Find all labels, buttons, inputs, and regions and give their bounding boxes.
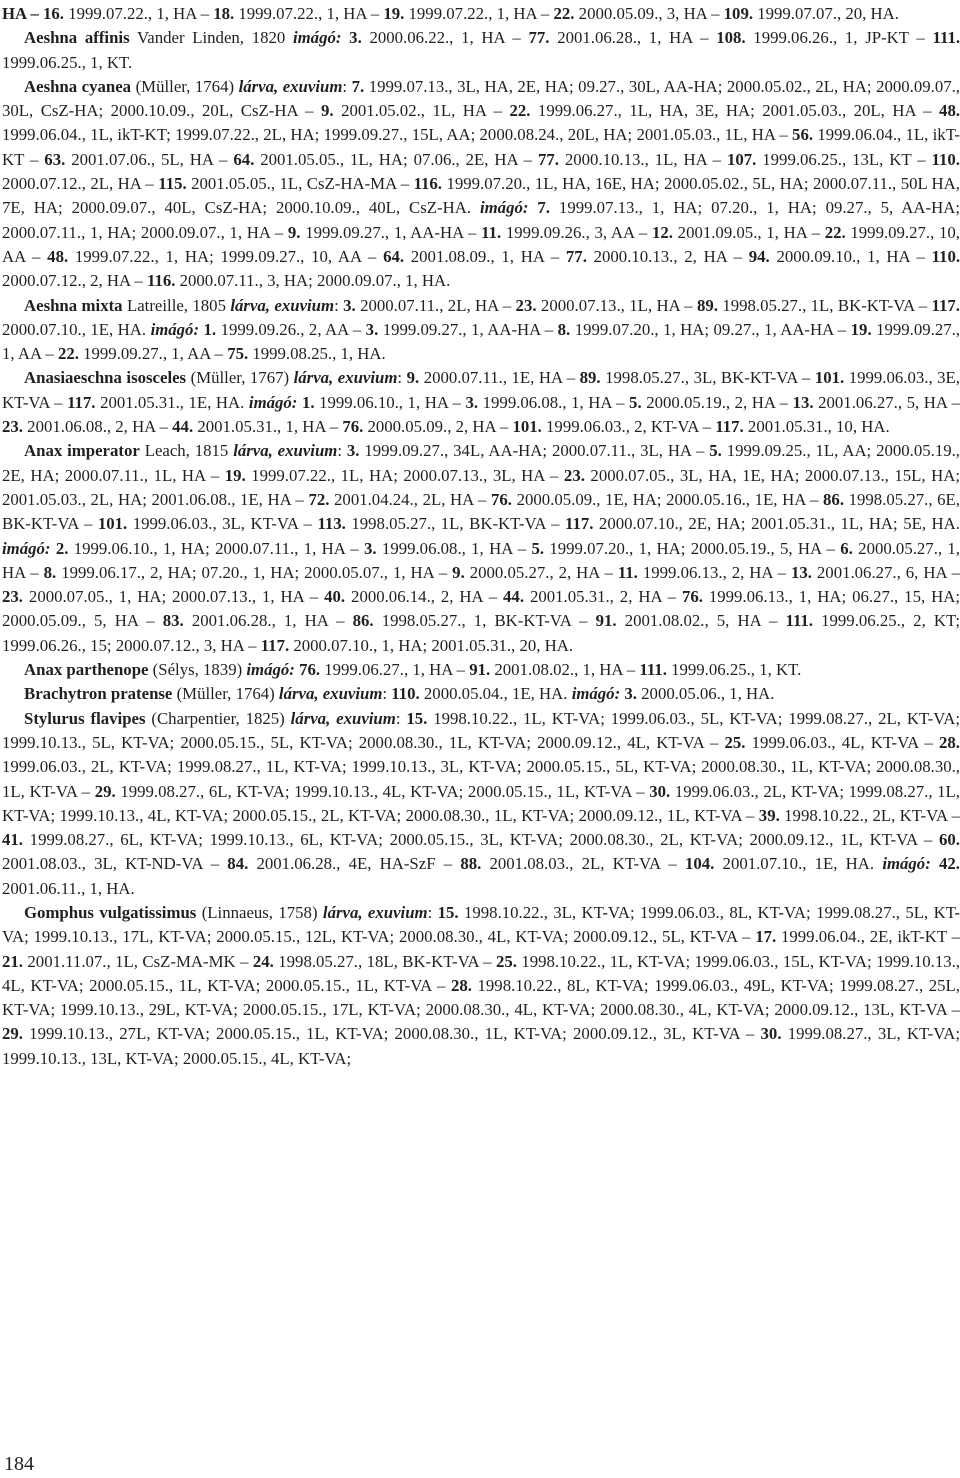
record-text: 2001.05.31., 1E, HA. — [95, 392, 249, 412]
record-text: 1998.05.27., 18L, BK-KT-VA – — [273, 951, 496, 971]
record-text: 1999.09.27., 34L, AA-HA; 2000.07.11., 3L, HA – — [359, 441, 710, 461]
paragraph-aeshna-mixta — [2, 294, 960, 367]
record-text: 2001.08.03., 2L, KT-VA – — [481, 854, 685, 874]
record-text: 1999.06.26., 1, JP-KT – — [745, 28, 933, 48]
emphasis-text: imágó: — [292, 28, 342, 48]
emphasis-text: 63. — [44, 149, 66, 169]
record-text: 1999.07.20., 1, HA; 2000.05.19., 5, HA – — [544, 538, 841, 558]
emphasis-text: 2. — [55, 538, 69, 558]
emphasis-text: 11. — [617, 562, 638, 582]
record-text: 2001.06.27., 5, HA – — [813, 392, 960, 412]
page-number: 184 — [4, 1453, 34, 1475]
record-text: 1998.10.22., 2L, KT-VA – — [779, 805, 960, 825]
record-text: 2000.07.10., 1, HA; 2001.05.31., 20, HA. — [289, 635, 574, 655]
emphasis-text: 86. — [823, 489, 845, 509]
emphasis-text: 76. — [299, 660, 321, 680]
record-text: 1998.10.22., 3L, KT-VA; 1999.06.03., 8L, KT-VA; 1999.08.27., 5L, KT-VA; 1999.10.13., 17L, KT-VA; 2000.05.15., 12L, KT-VA; 2000.08.30., 4L, KT-VA; 2000.09.12., 5L, KT-VA – — [2, 902, 960, 947]
record-text: 2000.06.22., 1, HA – — [361, 28, 529, 48]
record-text: 1999.09.26., 3, AA – — [501, 222, 652, 242]
record-text: 1999.06.10., 1, HA; 2000.07.11., 1, HA – — [68, 538, 364, 558]
emphasis-text: 1. — [301, 392, 315, 412]
emphasis-text: 1. — [203, 319, 217, 339]
emphasis-text: 7. — [351, 76, 365, 96]
emphasis-text: 23. — [515, 295, 537, 315]
species-name: Aeshna mixta — [24, 295, 123, 315]
record-text: (Müller, 1764) — [172, 684, 279, 704]
record-text: Latreille, 1805 — [122, 295, 231, 315]
record-text: : — [395, 708, 407, 728]
paragraph-stylurus-flavipes — [2, 707, 960, 901]
emphasis-text: 44. — [172, 417, 194, 437]
record-text: 1999.08.27., 6L, KT-VA; 1999.10.13., 6L, KT-VA; 2000.05.15., 3L, KT-VA; 2000.08.30., 2L, KT-VA; 2000.09.12., 1L, KT-VA – — [22, 830, 940, 850]
record-text: 1999.09.26., 2, AA – — [216, 319, 366, 339]
emphasis-text: 3. — [624, 684, 637, 704]
record-text: Leach, 1815 — [139, 441, 234, 461]
record-text: 1999.10.13., 27L, KT-VA; 2000.05.15., 1L, KT-VA; 2000.08.30., 1L, KT-VA; 2000.09.12., 3L, KT-VA – — [22, 1024, 761, 1044]
emphasis-text: 5. — [629, 392, 642, 412]
record-text: 1998.05.27., 1L, BK-KT-VA – — [717, 295, 932, 315]
emphasis-text: 30. — [760, 1024, 782, 1044]
emphasis-text: 3. — [349, 28, 362, 48]
record-text: 1999.06.03., 2, KT-VA – — [541, 417, 716, 437]
record-text: 2000.07.10., 1E, HA. — [2, 319, 151, 339]
emphasis-text: 29. — [2, 1024, 23, 1044]
record-text: 1999.07.13., 3L, HA, 2E, HA; 09.27., 30L, AA-HA; 2000.05.02., 2L, HA; 2000.09.07., 30L, CsZ-HA; 2000.10.09., 20L, CsZ-HA – — [2, 76, 960, 121]
record-text: 2000.10.13., 2, HA – — [586, 246, 749, 266]
emphasis-text: 76. — [342, 417, 364, 437]
emphasis-text: 8. — [43, 562, 57, 582]
emphasis-text: 22. — [824, 222, 846, 242]
emphasis-text: 91. — [595, 611, 617, 631]
record-text: 1998.05.27., 1, BK-KT-VA – — [373, 611, 596, 631]
emphasis-text: 28. — [450, 975, 472, 995]
record-text: 1999.06.03., 3E, KT-VA – — [2, 368, 960, 412]
emphasis-text: 18. — [213, 4, 235, 23]
record-text: : — [334, 295, 344, 315]
emphasis-text: imágó: — [571, 684, 621, 704]
record-text: 1999.07.22., 1, HA; 1999.09.27., 10, AA – — [68, 246, 384, 266]
emphasis-text: 41. — [2, 830, 23, 850]
record-text: : — [342, 76, 352, 96]
record-text: 2000.07.05., 1, HA; 2000.07.13., 1, HA – — [22, 587, 325, 607]
emphasis-text: 107. — [726, 149, 757, 169]
emphasis-text: 84. — [227, 854, 249, 874]
record-text: 2001.09.05., 1, HA – — [672, 222, 825, 242]
emphasis-text: 9. — [452, 562, 465, 582]
species-name: HA – 16. — [2, 4, 65, 23]
paragraph-anax-parthenope — [2, 658, 960, 682]
emphasis-text: 89. — [696, 295, 718, 315]
species-name: Anasiaeschna isosceles — [24, 368, 187, 388]
record-text: 2001.05.05., 1L, HA; 07.06., 2E, HA – — [254, 149, 538, 169]
record-text: 2001.08.02., 1, HA – — [490, 660, 640, 680]
record-text: 2001.08.02., 5, HA – — [616, 611, 786, 631]
record-text: 1999.06.27., 1, HA – — [320, 660, 470, 680]
emphasis-text: 110. — [391, 684, 420, 704]
emphasis-text: 9. — [406, 368, 420, 388]
emphasis-text: 23. — [2, 587, 23, 607]
emphasis-text: lárva, exuvium — [233, 441, 338, 461]
emphasis-text: 15. — [437, 902, 459, 922]
emphasis-text: 40. — [324, 587, 346, 607]
emphasis-text: 89. — [579, 368, 601, 388]
record-text: 1999.07.07., 20, HA. — [753, 4, 899, 23]
emphasis-text: lárva, exuvium — [278, 684, 383, 704]
emphasis-text: 76. — [681, 587, 703, 607]
record-text: 2001.08.09., 1, HA – — [404, 246, 566, 266]
record-text: (Müller, 1764) — [131, 76, 239, 96]
record-text: 2001.05.31., 1, HA – — [193, 417, 343, 437]
record-text: 1998.10.22., 8L, KT-VA; 1999.06.03., 49L, KT-VA; 1999.08.27., 25L, KT-VA; 1999.10.13., 29L, KT-VA; 2000.05.15., 17L, KT-VA; 2000.08.30., 4L, KT-VA; 2000.08.30., 4L, KT-VA; 2000.09.12., 13L, KT-VA – — [2, 975, 960, 1020]
record-text: 2001.05.02., 1L, HA – — [333, 101, 510, 121]
paragraph-anax-imperator — [2, 439, 960, 658]
record-text: 2001.05.31., 10, HA. — [743, 417, 890, 437]
emphasis-text: 101. — [512, 417, 542, 437]
emphasis-text: 60. — [939, 830, 960, 850]
record-text: 1999.09.27., 1, AA – — [2, 319, 960, 364]
emphasis-text: 3. — [346, 441, 360, 461]
emphasis-text: 86. — [352, 611, 374, 631]
emphasis-text: imágó: — [248, 392, 298, 412]
record-text: 2000.05.06., 1, HA. — [636, 684, 775, 704]
record-text: 1998.05.27., 6E, BK-KT-VA – — [2, 489, 960, 534]
emphasis-text: imágó: — [150, 319, 200, 339]
record-text: 2000.06.14., 2, HA – — [345, 587, 504, 607]
emphasis-text: 15. — [406, 708, 428, 728]
record-text: 1999.09.27., 1, AA-HA – — [300, 222, 482, 242]
paragraph-gomphus-vulgatissimus — [2, 901, 960, 1071]
emphasis-text: 8. — [557, 319, 571, 339]
emphasis-text: 104. — [684, 854, 715, 874]
record-text: 1999.06.03., 2L, KT-VA; 1999.08.27., 1L, KT-VA; 1999.10.13., 4L, KT-VA; 2000.05.15., 2L, KT-VA; 2000.08.30., 1L, KT-VA; 2000.09.12., 1L, KT-VA – — [2, 781, 960, 825]
record-text: 2001.05.31., 2, HA – — [524, 587, 682, 607]
emphasis-text: imágó: — [882, 854, 931, 874]
emphasis-text: imágó: — [479, 198, 529, 218]
emphasis-text: 48. — [939, 101, 960, 121]
emphasis-text: 116. — [413, 174, 443, 194]
record-text: 2000.05.09., 1E, HA; 2000.05.16., 1E, HA – — [511, 489, 824, 509]
emphasis-text: 25. — [724, 732, 746, 752]
species-name: Anax imperator — [24, 441, 140, 461]
record-text: 2000.05.19., 2, HA – — [641, 392, 793, 412]
record-text: 1999.07.13., 1, HA; 07.20., 1, HA; 09.27., 5, AA-HA; 2000.07.11., 1, HA; 2000.09.07., 1, HA – — [2, 198, 960, 242]
emphasis-text: 116. — [146, 271, 176, 291]
record-text: : — [427, 902, 438, 922]
species-name: Brachytron pratense — [24, 684, 173, 704]
record-text: 1999.07.22., 1, HA – — [64, 4, 214, 23]
record-text: 1999.06.25., 1, KT. — [2, 52, 133, 72]
record-text: 1999.07.22., 1, HA – — [234, 4, 384, 23]
emphasis-text: 5. — [531, 538, 545, 558]
record-text: 2001.06.28., 1, HA – — [549, 28, 717, 48]
record-text: : — [382, 684, 392, 704]
emphasis-text: 117. — [260, 635, 290, 655]
record-text: 2000.05.04., 1E, HA. — [419, 684, 572, 704]
record-text: 1999.07.20., 1, HA; 09.27., 1, AA-HA – — [570, 319, 851, 339]
record-text: 1999.07.22., 1L, HA; 2000.07.13., 3L, HA – — [245, 465, 564, 485]
emphasis-text: 3. — [365, 319, 379, 339]
record-text: 1999.06.25., 13L, KT – — [756, 149, 932, 169]
record-text: 2001.08.03., 3L, KT-ND-VA – — [2, 854, 228, 874]
record-text: 2000.10.13., 1L, HA – — [558, 149, 727, 169]
emphasis-text: 111. — [639, 660, 667, 680]
record-text: 2000.07.13., 1L, HA – — [536, 295, 697, 315]
record-text: 2000.07.11., 2L, HA – — [355, 295, 516, 315]
emphasis-text: 25. — [495, 951, 517, 971]
emphasis-text: lárva, exuvium — [322, 902, 428, 922]
emphasis-text: 56. — [792, 125, 814, 145]
emphasis-text: 44. — [503, 587, 525, 607]
emphasis-text: 24. — [252, 951, 274, 971]
emphasis-text: 117. — [67, 392, 96, 412]
emphasis-text: 9. — [287, 222, 301, 242]
record-text: 1998.05.27., 1L, BK-KT-VA – — [345, 514, 565, 534]
emphasis-text: 29. — [94, 781, 116, 801]
record-text: 1999.06.04., 1L, ikT-KT – — [2, 125, 960, 169]
record-text: (Sélys, 1839) — [148, 660, 247, 680]
emphasis-text: 64. — [383, 246, 405, 266]
record-text: 2000.07.12., 2, HA – — [2, 271, 147, 291]
record-text: 1999.08.27., 6L, KT-VA; 1999.10.13., 4L, KT-VA; 2000.05.15., 1L, KT-VA – — [115, 781, 650, 801]
record-text: 2001.11.07., 1L, CsZ-MA-MK – — [22, 951, 253, 971]
record-text: 2000.07.10., 2E, HA; 2001.05.31., 1L, HA; 5E, HA. — [593, 514, 960, 534]
emphasis-text: 117. — [564, 514, 594, 534]
emphasis-text: 42. — [939, 854, 960, 874]
emphasis-text: 101. — [814, 368, 845, 388]
record-text: 2001.07.10., 1E, HA. — [714, 854, 883, 874]
record-text: 1999.06.08., 1, HA – — [478, 392, 630, 412]
emphasis-text: 64. — [233, 149, 255, 169]
emphasis-text: 117. — [715, 417, 744, 437]
record-text: 1999.09.27., 1, AA-HA – — [378, 319, 558, 339]
emphasis-text: 23. — [2, 417, 23, 437]
emphasis-text: 30. — [649, 781, 671, 801]
emphasis-text: imágó: — [2, 538, 51, 558]
record-text: 1999.08.27., 3L, KT-VA; 1999.10.13., 13L, KT-VA; 2000.05.15., 4L, KT-VA; — [2, 1024, 960, 1068]
record-text: 2001.06.28., 4E, HA-SzF – — [248, 854, 461, 874]
emphasis-text: 94. — [748, 246, 770, 266]
emphasis-text: 3. — [465, 392, 479, 412]
record-text: 2000.05.09., 2, HA – — [363, 417, 513, 437]
emphasis-text: 91. — [469, 660, 491, 680]
species-name: Aeshna affinis — [24, 28, 130, 48]
emphasis-text: 22. — [509, 101, 531, 121]
emphasis-text: 13. — [790, 562, 812, 582]
paragraph-aeshna-affinis — [2, 26, 960, 75]
record-text: 2001.06.11., 1, HA. — [2, 878, 135, 898]
emphasis-text: lárva, exuvium — [238, 76, 343, 96]
record-text: 2000.07.11., 1E, HA – — [419, 368, 580, 388]
emphasis-text: 3. — [364, 538, 377, 558]
species-name: Stylurus flavipes — [24, 708, 146, 728]
record-text: (Charpentier, 1825) — [145, 708, 291, 728]
record-text: 2000.07.12., 2L, HA – — [2, 174, 159, 194]
record-text: 1999.06.25., 2, KT; 1999.06.26., 15; 2000.07.12., 3, HA – — [2, 611, 960, 655]
emphasis-text: 22. — [553, 4, 575, 23]
emphasis-text: 11. — [481, 222, 502, 242]
species-name: Aeshna cyanea — [24, 76, 132, 96]
record-text: 1999.08.25., 1, HA. — [248, 344, 386, 364]
emphasis-text: 21. — [2, 951, 23, 971]
record-text: Vander Linden, 1820 — [129, 28, 293, 48]
emphasis-text: 101. — [97, 514, 128, 534]
record-text: 2001.06.08., 2, HA – — [22, 417, 173, 437]
record-text: : — [337, 441, 347, 461]
emphasis-text: 72. — [308, 489, 330, 509]
emphasis-text: 113. — [317, 514, 346, 534]
emphasis-text: 77. — [528, 28, 550, 48]
emphasis-text: 23. — [563, 465, 585, 485]
record-text: 2000.07.11., 3, HA; 2000.09.07., 1, HA. — [175, 271, 451, 291]
emphasis-text: 48. — [47, 246, 69, 266]
record-text: 2000.09.10., 1, HA – — [769, 246, 932, 266]
record-text: 1999.06.17., 2, HA; 07.20., 1, HA; 2000.05.07., 1, HA – — [56, 562, 453, 582]
emphasis-text: lárva, exuvium — [293, 368, 398, 388]
record-text — [341, 28, 349, 47]
record-text: 2001.06.27., 6, HA – — [811, 562, 960, 582]
emphasis-text: 7. — [537, 198, 550, 218]
emphasis-text: 75. — [227, 344, 249, 364]
emphasis-text: 110. — [931, 246, 960, 266]
emphasis-text: 76. — [490, 489, 512, 509]
paragraph-brachytron-pratense — [2, 682, 960, 706]
record-text: 1999.09.27., 1, AA – — [78, 344, 228, 364]
record-text: 2000.05.27., 1, HA – — [2, 538, 960, 582]
document-body — [2, 2, 960, 1071]
emphasis-text: lárva, exuvium — [230, 295, 335, 315]
record-text: (Linnaeus, 1758) — [196, 902, 323, 922]
emphasis-text: 28. — [939, 732, 960, 752]
emphasis-text: 77. — [537, 149, 559, 169]
record-text: 1998.10.22., 1L, KT-VA; 1999.06.03., 5L, KT-VA; 1999.08.27., 2L, KT-VA; 1999.10.13., 5L, KT-VA; 2000.05.15., 5L, KT-VA; 2000.08.30., 1L, KT-VA; 2000.09.12., 4L, KT-VA – — [2, 708, 960, 752]
emphasis-text: 110. — [931, 149, 960, 169]
record-text: 1999.09.27., 10, AA – — [2, 222, 960, 266]
species-name: Anax parthenope — [24, 660, 149, 680]
emphasis-text: 13. — [792, 392, 814, 412]
emphasis-text: lárva, exuvium — [290, 708, 396, 728]
emphasis-text: 6. — [840, 538, 853, 558]
record-text: 1999.07.20., 1L, HA, 16E, HA; 2000.05.02., 5L, HA; 2000.07.11., 50L HA, 7E, HA; 2000.09.07., 40L, CsZ-HA; 2000.10.09., 40L, CsZ-HA. — [2, 174, 960, 218]
record-text: 1999.07.22., 1, HA – — [404, 4, 554, 23]
record-text: 1998.05.27., 3L, BK-KT-VA – — [600, 368, 815, 388]
record-text: 1999.06.10., 1, HA – — [314, 392, 466, 412]
record-text: 1999.06.03., 4L, KT-VA – — [745, 732, 940, 752]
record-text: 1999.06.08., 1, HA – — [376, 538, 532, 558]
record-text: 1999.06.13., 1, HA; 06.27., 15, HA; 2000.05.09., 5, HA – — [2, 587, 960, 631]
record-text: 2001.06.28., 1, HA – — [183, 611, 353, 631]
record-text: 1999.06.03., 3L, KT-VA – — [127, 514, 318, 534]
emphasis-text: 5. — [709, 441, 722, 461]
record-text: 1999.09.25., 1L, AA; 2000.05.19., 2E, HA; 2000.07.11., 1L, HA – — [2, 441, 960, 485]
emphasis-text: 22. — [57, 344, 79, 364]
record-text: : — [397, 368, 407, 388]
emphasis-text: 108. — [716, 28, 746, 48]
emphasis-text: 9. — [321, 101, 334, 121]
record-text: 2001.05.05., 1L, CsZ-HA-MA – — [186, 174, 414, 194]
emphasis-text: imágó: — [246, 660, 295, 680]
emphasis-text: 39. — [758, 805, 780, 825]
emphasis-text: 83. — [162, 611, 184, 631]
record-text: 1999.06.04., 2E, ikT-KT – — [776, 927, 960, 947]
record-text: 2000.05.09., 3, HA – — [574, 4, 724, 23]
record-text: 1999.06.25., 1, KT. — [666, 660, 802, 680]
record-text — [931, 854, 939, 873]
record-text: 1999.06.27., 1L, HA, 3E, HA; 2001.05.03., 20L, HA – — [530, 101, 940, 121]
record-text: 1999.06.13., 2, HA – — [637, 562, 791, 582]
record-text: 2000.07.05., 3L, HA, 1E, HA; 2000.07.13., 15L, HA; 2001.05.03., 2L, HA; 2001.06.08., 1E, HA – — [2, 465, 960, 509]
emphasis-text: 19. — [224, 465, 246, 485]
emphasis-text: 109. — [723, 4, 754, 23]
record-text: 2000.05.27., 2, HA – — [464, 562, 618, 582]
paragraph-aeshna-cyanea — [2, 75, 960, 294]
emphasis-text: 115. — [158, 174, 187, 194]
species-name: Gomphus vulgatissimus — [24, 902, 197, 922]
record-text: 1999.06.03., 2L, KT-VA; 1999.08.27., 1L, KT-VA; 1999.10.13., 3L, KT-VA; 2000.05.15., 5L, KT-VA; 2000.08.30., 1L, KT-VA; 2000.08.30., 1L, KT-VA – — [2, 757, 960, 801]
paragraph-anasiaeschna-isosceles — [2, 366, 960, 439]
record-text: 1999.06.04., 1L, ikT-KT; 1999.07.22., 2L, HA; 1999.09.27., 15L, AA; 2000.08.24., 20L, HA; 2001.05.03., 1L, HA – — [2, 125, 793, 145]
emphasis-text: 111. — [932, 28, 960, 48]
emphasis-text: 117. — [931, 295, 960, 315]
emphasis-text: 19. — [383, 4, 405, 23]
emphasis-text: 19. — [850, 319, 872, 339]
record-text: 1998.10.22., 1L, KT-VA; 1999.06.03., 15L, KT-VA; 1999.10.13., 4L, KT-VA; 2000.05.15., 1L, KT-VA; 2000.05.15., 1L, KT-VA – — [2, 951, 960, 995]
paragraph-cont — [2, 2, 960, 26]
emphasis-text: 88. — [460, 854, 482, 874]
emphasis-text: 12. — [651, 222, 673, 242]
emphasis-text: 77. — [565, 246, 587, 266]
record-text: 2001.07.06., 5L, HA – — [65, 149, 234, 169]
record-text: 2001.04.24., 2L, HA – — [329, 489, 491, 509]
emphasis-text: 3. — [343, 295, 356, 315]
emphasis-text: 111. — [785, 611, 813, 631]
record-text: (Müller, 1767) — [186, 368, 294, 388]
emphasis-text: 17. — [755, 927, 777, 947]
